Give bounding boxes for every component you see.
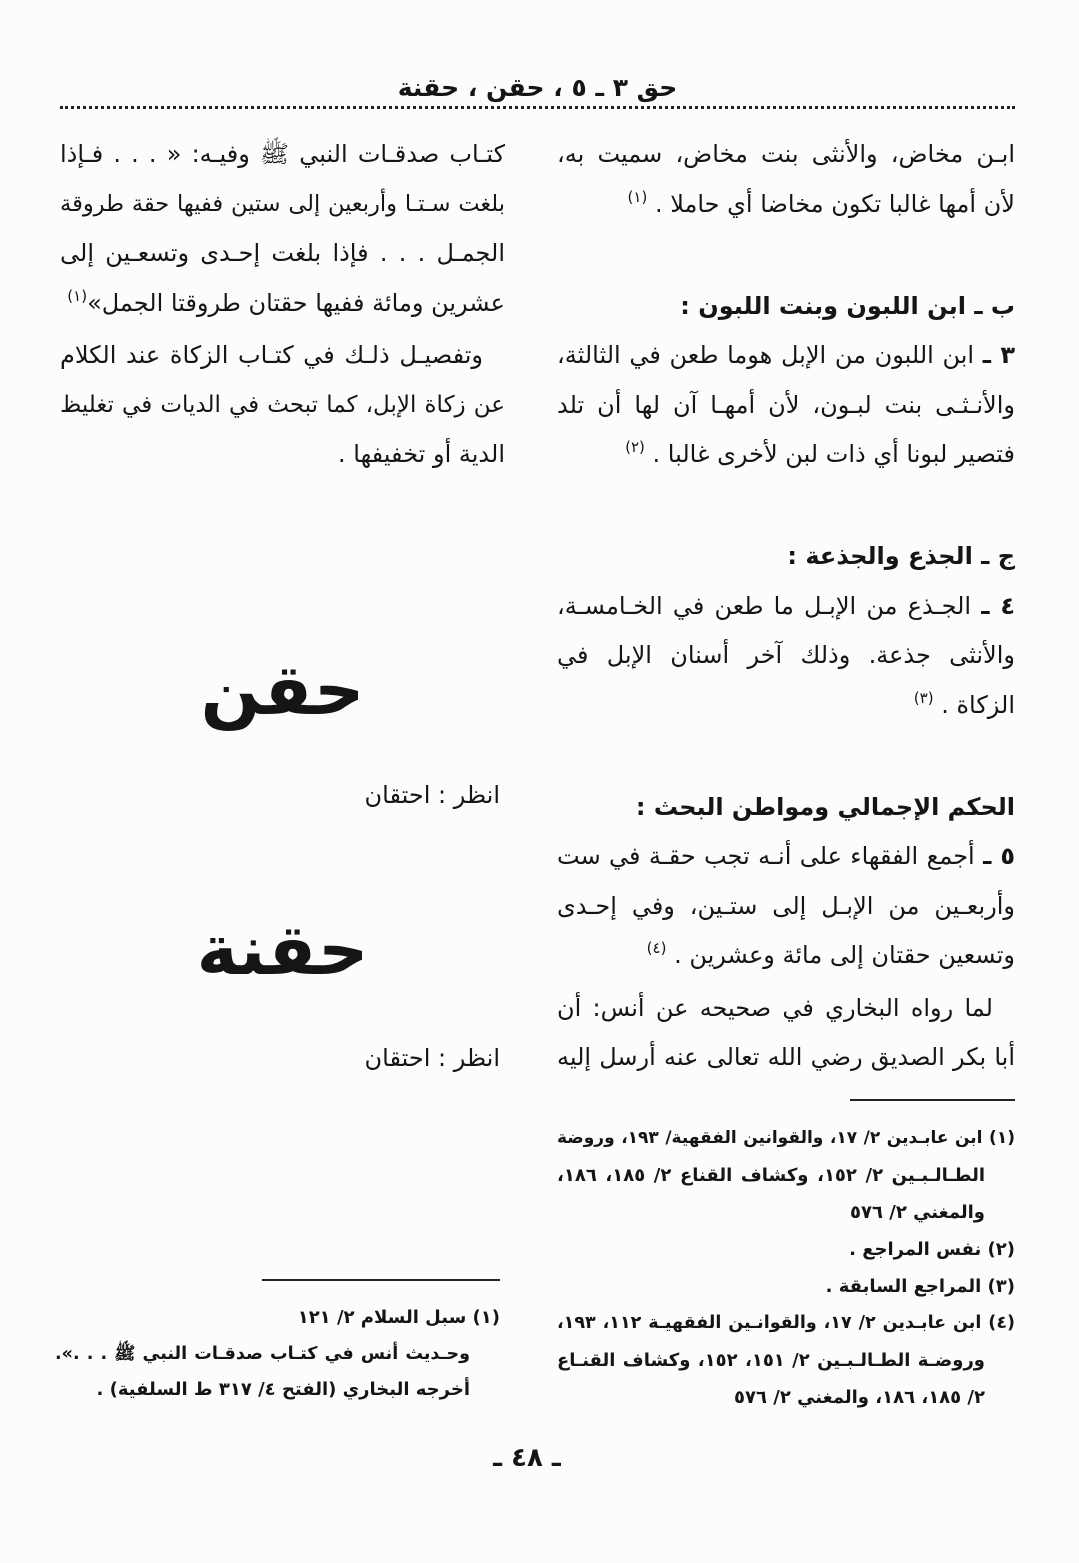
running-header: حق ٣ ـ ٥ ، حقن ، حقنة — [397, 73, 678, 102]
footnote-ref: (١) — [67, 286, 88, 305]
footnotes-right — [557, 1120, 1015, 1416]
line-text: بلغت سـتـا وأربعين إلى ستين ففيها حقة طروقة — [60, 190, 505, 217]
footnote-ref: (٣) — [913, 688, 934, 707]
body-line — [557, 832, 1015, 882]
line-text: وأربعـين من الإبـل إلى ستـين، وفي إحـدى — [557, 891, 1015, 920]
body-line — [557, 931, 1015, 984]
footnote-line: والمغني ٢/ ٥٧٦ — [850, 1202, 985, 1223]
footnote-line: أخرجه البخاري (الفتح ٤/ ٣١٧ ط السلفية) . — [96, 1379, 470, 1400]
body-line — [60, 180, 505, 230]
body-line — [557, 180, 1015, 233]
footnote-line: (٢) نفس المراجع . — [849, 1239, 1015, 1260]
line-text: الدية أو تخفيفها . — [338, 440, 505, 468]
line-text: أجمع الفقهاء على أنـه تجب حقـة في ست — [557, 842, 975, 870]
body-line — [60, 279, 505, 332]
body-line — [557, 681, 1015, 734]
left-column — [60, 130, 505, 480]
line-text: الزكاة . — [941, 690, 1015, 719]
line-text: وتفصيـل ذلـك في كتـاب الزكاة عند الكلام — [60, 341, 483, 369]
line-text: الجمـل . . . فإذا بلغت إحـدى وتسعـين إلى — [60, 239, 505, 267]
body-line — [60, 229, 505, 279]
line-text: ابن اللبون من الإبل هوما طعن في الثالثة، — [557, 341, 975, 369]
footnotes-left — [55, 1300, 500, 1408]
entry-heading-hiqna: حقنة — [196, 909, 369, 991]
footnote-ref: (١) — [627, 187, 648, 206]
body-line — [60, 430, 505, 480]
body-line — [557, 430, 1015, 483]
page-number: ـ ٤٨ ـ — [493, 1443, 561, 1473]
blank-line — [557, 483, 1015, 533]
footnote-ref: (٢) — [625, 438, 645, 456]
line-text: عشرين ومائة ففيها حقتان طروقتا الجمل» — [87, 288, 505, 317]
footnote-line: (٤) ابن عابـدين ٢/ ١٧، والقوانـين الفقهيـة ١١٢، ١٩٣، — [557, 1313, 1015, 1333]
body-line — [60, 331, 505, 381]
section-heading: الحكم الإجمالي ومواطن البحث : — [635, 792, 1015, 821]
body-line — [557, 882, 1015, 932]
footnote-line: (٣) المراجع السابقة . — [825, 1276, 1015, 1297]
line-text: والأنـثـى بنت لبـون، لأن أمهـا آن لها أن تلد — [557, 390, 1015, 419]
body-line — [60, 130, 505, 180]
see-also-reference: انظر : احتقان — [364, 1044, 500, 1072]
line-text: الجـذع من الإبـل ما طعن في الخـامسـة، — [557, 591, 972, 620]
footnote-separator — [262, 1279, 500, 1281]
body-line — [557, 582, 1015, 632]
paragraph-number: ٥ ـ — [983, 842, 1015, 870]
see-also-reference: انظر : احتقان — [364, 781, 500, 809]
paragraph-number: ٣ ـ — [982, 341, 1015, 369]
line-text: كتـاب صدقـات النبي ﷺ وفيـه: « . . . فـإذا — [60, 140, 505, 168]
footnote-line: (١) ابن عابـدين ٢/ ١٧، والقوانين الفقهية/ ١٩٣، وروضة — [557, 1128, 1015, 1148]
section-heading: ب ـ ابن اللبون وبنت اللبون : — [680, 291, 1015, 320]
footnote-separator — [850, 1099, 1015, 1101]
entry-heading-hiqn: حقن — [200, 649, 365, 731]
paragraph-number: ٤ ـ — [981, 591, 1015, 620]
line-text: ابـن مخاض، والأنثى بنت مخاض، سميت به، — [557, 140, 1015, 168]
line-text: عن زكاة الإبل، كما تبحث في الديات في تغليظ — [60, 391, 505, 418]
header-dotted-rule — [60, 106, 1015, 109]
blank-line — [557, 232, 1015, 282]
footnote-line: الطـالـبـين ٢/ ١٥٢، وكشاف القناع ٢/ ١٨٥، ١٨٦، — [557, 1165, 985, 1186]
body-line — [557, 631, 1015, 681]
footnote-ref: (٤) — [646, 939, 667, 957]
body-line — [557, 130, 1015, 180]
footnote-line: ٢/ ١٨٥، ١٨٦، والمغني ٢/ ٥٧٦ — [734, 1387, 985, 1408]
body-line — [557, 1033, 1015, 1083]
footnote-line: (١) سبل السلام ٢/ ١٢١ — [297, 1307, 500, 1328]
line-text: لما رواه البخاري في صحيحه عن أنس: أن — [557, 993, 993, 1022]
line-text: فتصير لبونا أي ذات لبن لأخرى غالبا . — [652, 440, 1015, 468]
section-heading: ج ـ الجذع والجذعة : — [787, 542, 1015, 570]
footnote-line: وروضـة الطـالـبـين ٢/ ١٥١، ١٥٢، وكشاف القنـاع — [557, 1350, 985, 1371]
body-line — [557, 984, 1015, 1034]
line-text: لأن أمها غالبا تكون مخاضا أي حاملا . — [654, 189, 1015, 218]
body-line — [557, 331, 1015, 381]
body-line — [557, 381, 1015, 431]
line-text: وتسعين حقتان إلى مائة وعشرين . — [674, 941, 1015, 969]
footnote-line: وحـديث أنس في كتـاب صدقـات النبي ﷺ . . .». — [55, 1344, 470, 1364]
line-text: والأنثى جذعة. وذلك آخر أسنان الإبل في — [557, 641, 1015, 669]
body-line — [60, 381, 505, 431]
right-column — [557, 130, 1015, 1083]
blank-line — [557, 733, 1015, 783]
line-text: أبا بكر الصديق رضي الله تعالى عنه أرسل إليه — [557, 1043, 1015, 1071]
